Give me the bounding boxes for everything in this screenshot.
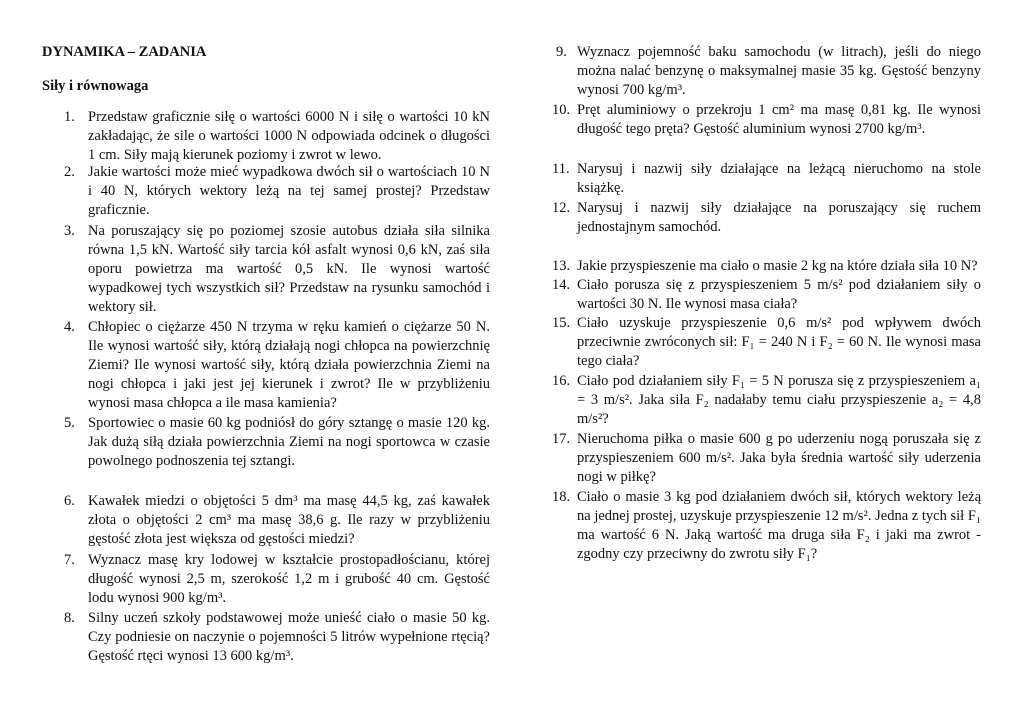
- task-item: [552, 101, 981, 139]
- task-number: 3.: [64, 223, 75, 239]
- task-text: Wyznacz masę kry lodowej w kształcie prostopadłościanu, której długość wynosi 2,5 m, szerokość 1,2 m i grubość 40 cm. Gęstość lodu wynosi 900 kg/m³.: [88, 552, 490, 606]
- task-item: [64, 551, 490, 608]
- task-number: 8.: [64, 610, 75, 626]
- task-text: Ciało uzyskuje przyspieszenie 0,6 m/s² pod wpływem dwóch przeciwnie zwróconych sił: F₁ = 240 N i F₂ = 60 N. Ile wynosi masa tego ciała?: [577, 315, 981, 369]
- task-number: 15.: [552, 315, 571, 331]
- task-number: 11.: [552, 161, 570, 177]
- task-item: [64, 609, 490, 666]
- task-number: 18.: [552, 489, 571, 505]
- task-text: Chłopiec o ciężarze 450 N trzyma w ręku kamień o ciężarze 50 N. Ile wynosi wartość siły, którą działają nogi chłopca na powierzchnię Ziemi? Ile wynosi wartość siły, którą działa powierzchnia Ziemi na nogi chłopca i jaki jest jej kierunek i zwrot? Ile w przybliżeniu wynosi masa chłopca a ile masa kamienia?: [88, 319, 490, 411]
- task-item: [552, 257, 981, 276]
- task-number: 17.: [552, 431, 571, 447]
- task-text: Ciało pod działaniem siły F₁ = 5 N porusza się z przyspieszeniem a₁ = 3 m/s². Jaka siła F₂ nadałaby temu ciału przyspieszenie a₂ = 4,8 m/s²?: [577, 373, 981, 427]
- task-number: 2.: [64, 164, 75, 180]
- task-text: Na poruszający się po poziomej szosie autobus działa siła silnika równa 1,5 kN. Wartość siły tarcia kół asfalt wynosi 0,6 kN, zaś siła oporu powietrza ma wartość 0,5 kN. Ile wynosi wartość wypadkowej tych wszystkich sił? Przedstaw na rysunku samochód i wektory sił.: [88, 223, 490, 315]
- task-number: 10.: [552, 102, 571, 118]
- task-text: Jakie przyspieszenie ma ciało o masie 2 kg na które działa siła 10 N?: [577, 258, 978, 274]
- task-number: 12.: [552, 200, 571, 216]
- task-number: 5.: [64, 415, 75, 431]
- task-text: Kawałek miedzi o objętości 5 dm³ ma masę 44,5 kg, zaś kawałek złota o objętości 2 cm³ ma masę 38,6 g. Ile razy w przybliżeniu gęstość złota jest większa od gęstości miedzi?: [88, 493, 490, 547]
- task-text: Silny uczeń szkoły podstawowej może unieść ciało o masie 50 kg. Czy podniesie on naczynie o pojemności 5 litrów wypełnione rtęcią? Gęstość rtęci wynosi 13 600 kg/m³.: [88, 610, 490, 664]
- task-text: Pręt aluminiowy o przekroju 1 cm² ma masę 0,81 kg. Ile wynosi długość tego pręta? Gęstość aluminium wynosi 2700 kg/m³.: [577, 102, 981, 137]
- task-text: Jakie wartości może mieć wypadkowa dwóch sił o wartościach 10 N i 40 N, których wektory leżą na tej samej prostej? Przedstaw graficznie.: [88, 164, 490, 218]
- task-item: [552, 276, 981, 314]
- task-number: 4.: [64, 319, 75, 335]
- task-text: Narysuj i nazwij siły działające na poruszający się ruchem jednostajnym samochód.: [577, 200, 981, 235]
- task-text: Przedstaw graficznie siłę o wartości 6000 N i siłę o wartości 10 kN zakładając, że sile o wartości 1000 N odpowiada odcinek o długości 1 cm. Siły mają kierunek poziomy i zwrot w lewo.: [88, 109, 490, 163]
- task-item: [64, 222, 490, 317]
- task-item: [552, 372, 981, 429]
- task-number: 9.: [556, 44, 567, 60]
- task-item: [64, 414, 490, 471]
- task-text: Sportowiec o masie 60 kg podniósł do góry sztangę o masie 120 kg. Jak dużą siłą działa powierzchnia Ziemi na nogi sportowca w czasie powolnego podnoszenia tej sztangi.: [88, 415, 490, 469]
- task-text: Ciało o masie 3 kg pod działaniem dwóch sił, których wektory leżą na jednej prostej, uzyskuje przyspieszenie 12 m/s². Jedna z tych sił F₁ ma wartość 6 N. Jaką wartość ma druga siła F₂ i jaki ma zwrot - zgodny czy przeciwny do zwrotu siły F₁?: [577, 489, 981, 562]
- task-number: 6.: [64, 493, 75, 509]
- task-item: [64, 318, 490, 413]
- task-item: [552, 488, 981, 564]
- task-item: [64, 108, 490, 165]
- task-item: [64, 492, 490, 549]
- document-title: DYNAMIKA – ZADANIA: [42, 44, 207, 60]
- task-text: Wyznacz pojemność baku samochodu (w litrach), jeśli do niego można nalać benzynę o maksymalnej masie 35 kg. Gęstość benzyny wynosi 700 kg/m³.: [577, 44, 981, 98]
- task-item: [64, 163, 490, 220]
- task-item: [552, 160, 981, 198]
- task-text: Narysuj i nazwij siły działające na leżącą nieruchomo na stole książkę.: [577, 161, 981, 196]
- task-item: [552, 314, 981, 371]
- task-item: [552, 199, 981, 237]
- task-text: Ciało porusza się z przyspieszeniem 5 m/s² pod działaniem siły o wartości 30 N. Ile wynosi masa ciała?: [577, 277, 981, 312]
- task-item: [552, 43, 981, 100]
- task-number: 1.: [64, 109, 75, 125]
- task-number: 14.: [552, 277, 571, 293]
- task-number: 16.: [552, 373, 571, 389]
- task-text: Nieruchoma piłka o masie 600 g po uderzeniu nogą poruszała się z przyspieszeniem 600 m/s². Jaka była średnia wartość siły uderzenia nogi w piłkę?: [577, 431, 981, 485]
- task-item: [552, 430, 981, 487]
- task-number: 7.: [64, 552, 75, 568]
- task-number: 13.: [552, 258, 571, 274]
- section-heading: Siły i równowaga: [42, 78, 149, 94]
